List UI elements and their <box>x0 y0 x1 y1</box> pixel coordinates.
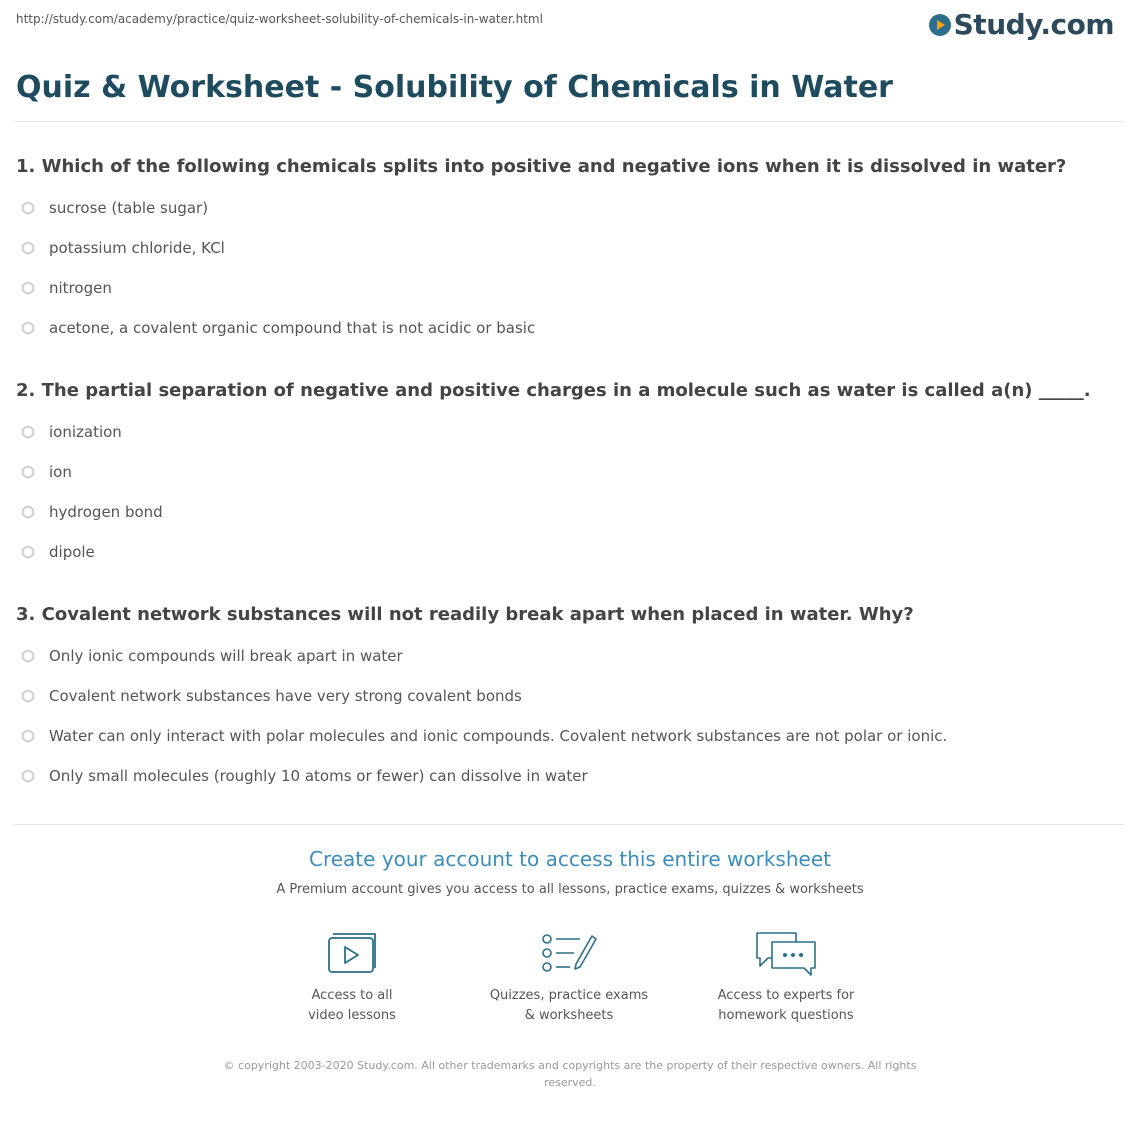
radio-icon[interactable] <box>22 202 34 214</box>
answer-option[interactable]: Water can only interact with polar molecules and ionic compounds. Covalent network substances are not polar or ionic. <box>22 727 947 745</box>
answer-option[interactable]: ion <box>22 463 72 481</box>
answer-option[interactable]: nitrogen <box>22 279 112 297</box>
page-title: Quiz & Worksheet - Solubility of Chemicals in Water <box>16 70 893 105</box>
feature-label-line1: Access to experts for <box>717 988 855 1003</box>
answer-option[interactable]: ionization <box>22 423 122 441</box>
feature-label-line1: Quizzes, practice exams <box>489 988 649 1003</box>
feature-label-line1: Access to all <box>311 988 393 1003</box>
chat-bubbles-icon <box>754 930 818 976</box>
feature-video-lessons <box>252 930 452 1026</box>
video-lessons-icon <box>325 930 379 976</box>
radio-icon[interactable] <box>22 426 34 438</box>
answer-option[interactable]: potassium chloride, KCl <box>22 239 225 257</box>
question-1: 1. Which of the following chemicals splits into positive and negative ions when it is dissolved in water? <box>16 156 1067 177</box>
answer-option[interactable]: sucrose (table sugar) <box>22 199 208 217</box>
feature-label-line2: homework questions <box>718 1008 854 1023</box>
radio-icon[interactable] <box>22 690 34 702</box>
radio-icon[interactable] <box>22 546 34 558</box>
feature-experts <box>686 930 886 1026</box>
feature-quizzes <box>469 930 669 1026</box>
cta-title[interactable]: Create your account to access this entire worksheet <box>309 847 831 871</box>
logo-play-icon <box>929 14 951 36</box>
radio-icon[interactable] <box>22 650 34 662</box>
cta-subtitle: A Premium account gives you access to all lessons, practice exams, quizzes & worksheets <box>276 882 864 897</box>
radio-icon[interactable] <box>22 730 34 742</box>
answer-option[interactable]: Only ionic compounds will break apart in water <box>22 647 403 665</box>
answer-option[interactable]: Covalent network substances have very strong covalent bonds <box>22 687 522 705</box>
logo-text: Study.com <box>953 8 1114 41</box>
answer-option[interactable]: hydrogen bond <box>22 503 163 521</box>
answer-option[interactable]: dipole <box>22 543 95 561</box>
question-3: 3. Covalent network substances will not readily break apart when placed in water. Why? <box>16 604 914 625</box>
radio-icon[interactable] <box>22 282 34 294</box>
quiz-checklist-icon <box>540 930 598 976</box>
feature-label-line2: video lessons <box>308 1008 396 1023</box>
question-2: 2. The partial separation of negative and positive charges in a molecule such as water is called a(n) _____. <box>16 380 1091 401</box>
radio-icon[interactable] <box>22 770 34 782</box>
radio-icon[interactable] <box>22 242 34 254</box>
radio-icon[interactable] <box>22 506 34 518</box>
feature-label-line2: & worksheets <box>524 1008 614 1023</box>
title-divider <box>14 121 1124 122</box>
answer-option[interactable]: acetone, a covalent organic compound that is not acidic or basic <box>22 319 535 337</box>
section-divider <box>14 824 1124 825</box>
answer-option[interactable]: Only small molecules (roughly 10 atoms or fewer) can dissolve in water <box>22 767 588 785</box>
radio-icon[interactable] <box>22 322 34 334</box>
page-url: http://study.com/academy/practice/quiz-worksheet-solubility-of-chemicals-in-water.html <box>16 12 543 26</box>
copyright: © copyright 2003-2020 Study.com. All other trademarks and copyrights are the property of their respective owners. All rights reserved. <box>223 1059 917 1089</box>
study-logo[interactable] <box>929 8 1114 41</box>
radio-icon[interactable] <box>22 466 34 478</box>
